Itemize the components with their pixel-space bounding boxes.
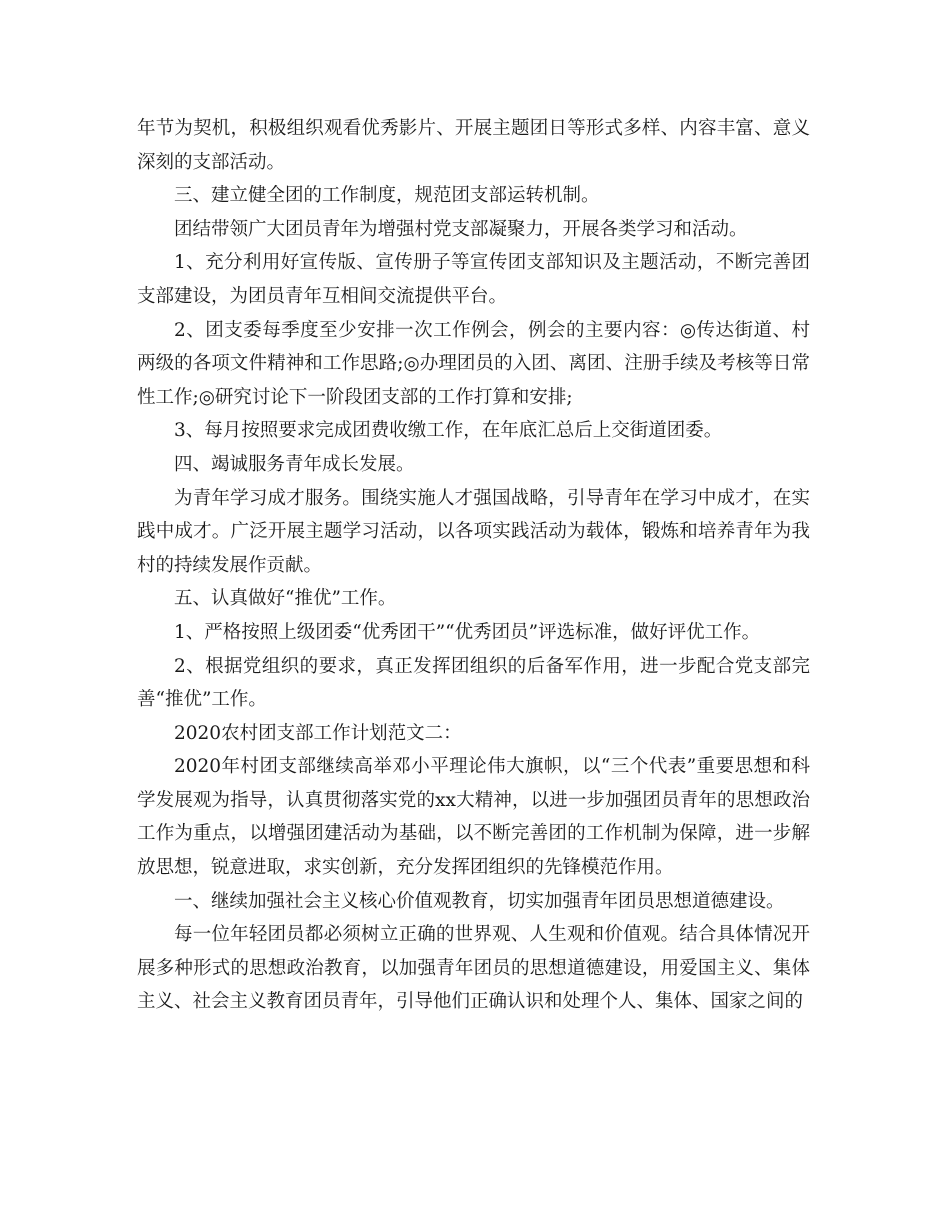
- list-item: 1、充分利用好宣传版、宣传册子等宣传团支部知识及主题活动，不断完善团支部建设，为团员青年互相间交流提供平台。: [137, 252, 810, 307]
- paragraph: 年节为契机，积极组织观看优秀影片、开展主题团日等形式多样、内容丰富、意义深刻的支部活动。: [137, 118, 810, 173]
- section-heading: 五、认真做好“推优”工作。: [174, 588, 397, 610]
- list-item: 2、根据党组织的要求，真正发挥团组织的后备军作用，进一步配合党支部完善“推优”工作。: [137, 655, 810, 711]
- paragraph: 团结带领广大团员青年为增强村党支部凝聚力，开展各类学习和活动。: [174, 218, 748, 240]
- paragraph: 2020年村团支部继续高举邓小平理论伟大旗帜，以“三个代表”重要思想和科学发展观为指导，认真贯彻落实党的xx大精神，以进一步加强团员青年的思想政治工作为重点，以增强团建活动为基础，以不断完善团的工作机制为保障，进一步解放思想，锐意进取，求实创新，充分发挥团组织的先锋模范作用。: [137, 756, 810, 879]
- section-heading: 一、继续加强社会主义核心价值观教育，切实加强青年团员思想道德建设。: [174, 890, 785, 912]
- section-heading: 三、建立健全团的工作制度，规范团支部运转机制。: [174, 185, 600, 207]
- paragraph: 每一位年轻团员都必须树立正确的世界观、人生观和价值观。结合具体情况开展多种形式的思想政治教育，以加强青年团员的思想道德建设，用爱国主义、集体主义、社会主义教育团员青年，引导他们正确认识和处理个人、集体、国家之间的: [137, 924, 810, 1013]
- list-item: 1、严格按照上级团委“优秀团干”“优秀团员”评选标准，做好评优工作。: [174, 621, 761, 643]
- section-heading: 四、竭诚服务青年成长发展。: [174, 453, 415, 475]
- paragraph: 为青年学习成才服务。围绕实施人才强国战略，引导青年在学习中成才，在实践中成才。广泛开展主题学习活动，以各项实践活动为载体，锻炼和培养青年为我村的持续发展作贡献。: [137, 487, 810, 576]
- sub-title: 2020农村团支部工作计划范文二：: [174, 722, 462, 744]
- list-item: 3、每月按照要求完成团费收缴工作，在年底汇总后上交街道团委。: [174, 420, 723, 442]
- document-body: [137, 112, 810, 1019]
- list-item: 2、团支委每季度至少安排一次工作例会，例会的主要内容：◎传达街道、村两级的各项文件精神和工作思路;◎办理团员的入团、离团、注册手续及考核等日常性工作;◎研究讨论下一阶段团支部的工作打算和安排;: [137, 319, 810, 408]
